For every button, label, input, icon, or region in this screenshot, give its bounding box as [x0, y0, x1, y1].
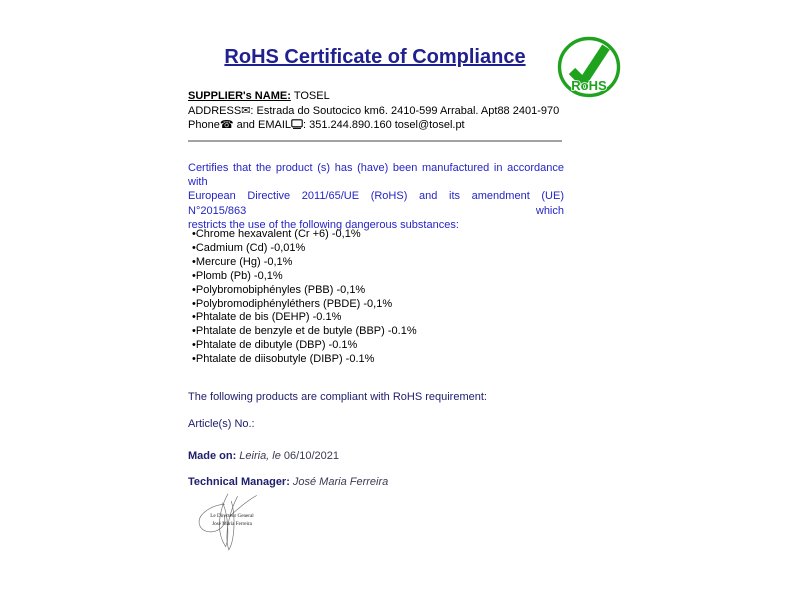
- supplier-address-line: [188, 104, 588, 119]
- made-on-place: Leiria, le: [239, 450, 281, 462]
- made-on-date: 06/10/2021: [283, 450, 339, 462]
- phone-icon: ☎: [219, 118, 234, 132]
- substances-list: [192, 228, 417, 367]
- divider-line: [188, 140, 562, 142]
- technical-manager-line: [188, 476, 388, 488]
- substance-item: • Phtalate de bis (DEHP) -0.1%: [192, 311, 417, 325]
- supplier-name-line: [188, 90, 588, 104]
- supplier-block: [188, 90, 588, 133]
- supplier-name-value: TOSEL: [293, 90, 330, 102]
- address-value: : Estrada do Soutocico km6. 2410-599 Arrabal. Apt88 2401-970: [250, 104, 560, 117]
- made-on-label: Made on:: [188, 450, 237, 462]
- envelope-icon: ✉: [241, 103, 251, 117]
- substance-item: • Plomb (Pb) -0,1%: [192, 270, 417, 284]
- compliance-statement: The following products are compliant with RoHS requirement:: [188, 391, 487, 403]
- substance-item: • Mercure (Hg) -0,1%: [192, 256, 417, 270]
- signature-title: Le Directeur General: [210, 513, 254, 519]
- email-label: and EMAIL: [233, 119, 291, 132]
- substance-item: • Polybromodiphényléthers (PBDE) -0,1%: [192, 298, 417, 312]
- supplier-contact-line: [188, 118, 588, 133]
- contact-value: : 351.244.890.160 tosel@tosel.pt: [303, 119, 465, 132]
- substance-item: • Phtalate de dibutyle (DBP) -0.1%: [192, 339, 417, 353]
- technical-manager-label: Technical Manager:: [188, 476, 290, 488]
- certification-line: restricts the use of the following dangerous substances:: [188, 218, 459, 231]
- article-number-line: Article(s) No.:: [188, 418, 255, 430]
- signature-name: José Maria Ferreira: [212, 521, 252, 527]
- certification-paragraph: [188, 161, 564, 232]
- substance-item: • Polybromobiphényles (PBB) -0,1%: [192, 284, 417, 298]
- certification-line: European Directive 2011/65/UE (RoHS) and its amendment (UE) N°2015/863 which: [188, 190, 564, 217]
- signature-stamp: [192, 492, 272, 558]
- certification-line: Certifies that the product (s) has (have) been manufactured in accordance with: [188, 162, 564, 189]
- substance-item: • Phtalate de diisobutyle (DIBP) -0.1%: [192, 353, 417, 367]
- logo-label: RoHS: [571, 78, 607, 93]
- technical-manager-name: José Maria Ferreira: [292, 476, 389, 488]
- address-label: ADDRESS: [188, 104, 242, 117]
- substance-item: • Phtalate de benzyle et de butyle (BBP) -0.1%: [192, 325, 417, 339]
- computer-icon: [291, 119, 303, 129]
- substance-item: • Chrome hexavalent (Cr +6) -0,1%: [192, 228, 417, 242]
- page-title: [188, 46, 562, 69]
- page-title-text: RoHS Certificate of Compliance: [224, 46, 526, 68]
- checkmark-icon: [572, 47, 606, 82]
- supplier-name-label: SUPPLIER's NAME:: [188, 90, 291, 102]
- made-on-line: [188, 450, 339, 462]
- phone-label: Phone: [188, 119, 220, 132]
- substance-item: • Cadmium (Cd) -0,01%: [192, 242, 417, 256]
